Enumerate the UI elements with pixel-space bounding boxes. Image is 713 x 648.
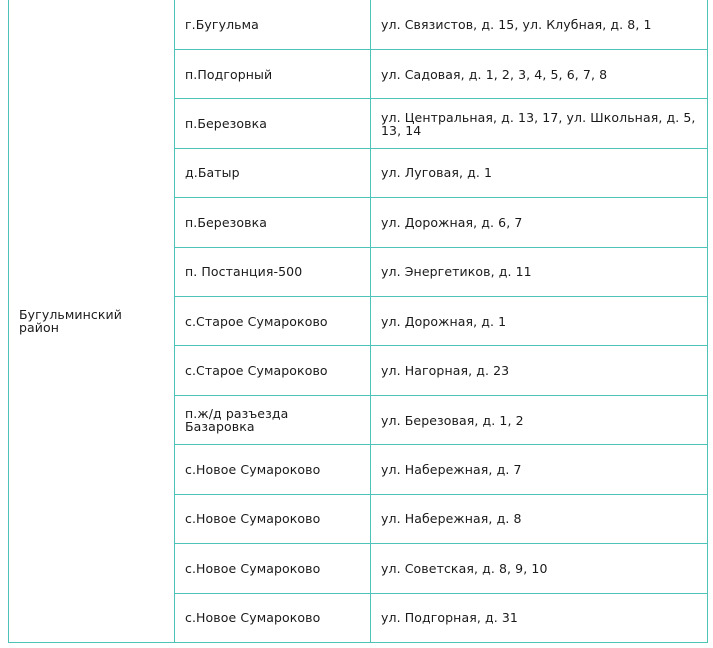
locality-cell: п. Постанция-500 (175, 247, 371, 296)
locality-cell: с.Новое Сумароково (175, 445, 371, 494)
address-cell: ул. Садовая, д. 1, 2, 3, 4, 5, 6, 7, 8 (371, 49, 708, 98)
address-cell: ул. Нагорная, д. 23 (371, 346, 708, 395)
locality-cell: с.Новое Сумароково (175, 544, 371, 593)
district-cell: Бугульминский район (9, 0, 175, 643)
address-cell: ул. Дорожная, д. 6, 7 (371, 198, 708, 247)
locality-cell: с.Старое Сумароково (175, 346, 371, 395)
locality-cell: п.Подгорный (175, 49, 371, 98)
address-cell: ул. Энергетиков, д. 11 (371, 247, 708, 296)
address-cell: ул. Дорожная, д. 1 (371, 297, 708, 346)
address-cell: ул. Советская, д. 8, 9, 10 (371, 544, 708, 593)
address-table (8, 0, 708, 643)
locality-cell: с.Новое Сумароково (175, 593, 371, 642)
document-page (8, 0, 706, 643)
locality-cell: г.Бугульма (175, 0, 371, 49)
locality-cell: п.Березовка (175, 198, 371, 247)
address-cell: ул. Березовая, д. 1, 2 (371, 395, 708, 444)
locality-cell: п.ж/д разъезда Базаровка (175, 395, 371, 444)
locality-cell: д.Батыр (175, 148, 371, 197)
address-cell: ул. Луговая, д. 1 (371, 148, 708, 197)
address-cell: ул. Подгорная, д. 31 (371, 593, 708, 642)
address-cell: ул. Набережная, д. 7 (371, 445, 708, 494)
locality-cell: с.Старое Сумароково (175, 297, 371, 346)
address-cell: ул. Набережная, д. 8 (371, 494, 708, 543)
address-cell: ул. Связистов, д. 15, ул. Клубная, д. 8, 1 (371, 0, 708, 49)
address-cell: ул. Центральная, д. 13, 17, ул. Школьная, д. 5, 13, 14 (371, 99, 708, 148)
locality-cell: п.Березовка (175, 99, 371, 148)
locality-cell: с.Новое Сумароково (175, 494, 371, 543)
table-row (9, 0, 708, 49)
